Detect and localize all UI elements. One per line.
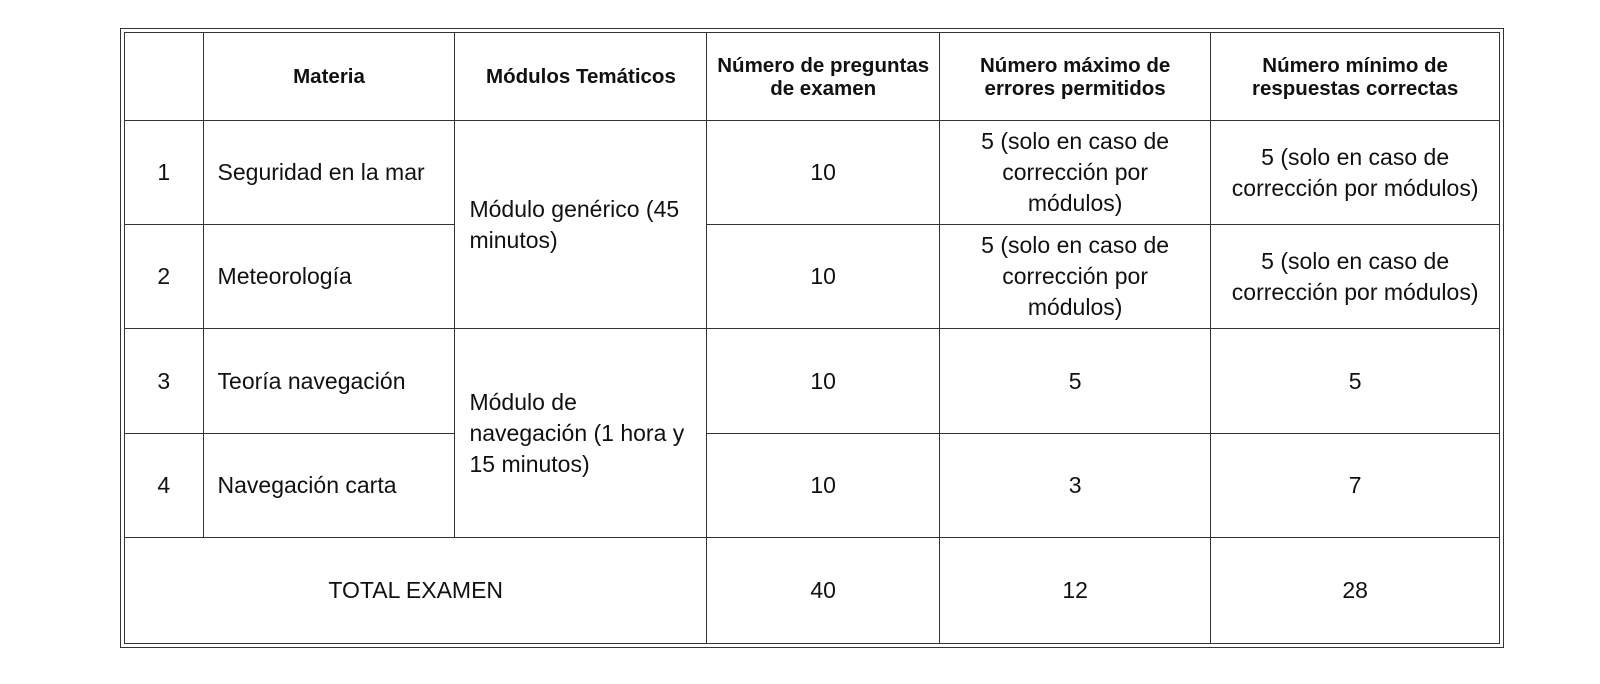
row-questions: 10 — [707, 121, 940, 225]
row-questions: 10 — [707, 433, 940, 537]
row-index: 1 — [125, 121, 204, 225]
row-questions: 10 — [707, 329, 940, 433]
header-min-correct: Número mínimo de respuestas correctas — [1211, 33, 1500, 121]
row-min-correct: 5 (solo en caso de corrección por módulos) — [1211, 225, 1500, 329]
table-header-row — [125, 33, 1500, 121]
row-min-correct: 5 (solo en caso de corrección por módulos) — [1211, 121, 1500, 225]
row-max-errors: 5 (solo en caso de corrección por módulos) — [939, 225, 1210, 329]
table-row — [125, 329, 1500, 433]
exam-table-frame — [120, 28, 1504, 648]
header-index — [125, 33, 204, 121]
total-label: TOTAL EXAMEN — [125, 537, 707, 643]
module-cell: Módulo genérico (45 minutos) — [455, 121, 707, 329]
exam-table — [124, 32, 1500, 644]
row-subject: Meteorología — [203, 225, 455, 329]
total-questions: 40 — [707, 537, 940, 643]
total-max-errors: 12 — [939, 537, 1210, 643]
row-subject: Seguridad en la mar — [203, 121, 455, 225]
row-subject: Navegación carta — [203, 433, 455, 537]
total-row — [125, 537, 1500, 643]
row-index: 4 — [125, 433, 204, 537]
header-subject: Materia — [203, 33, 455, 121]
row-max-errors: 5 (solo en caso de corrección por módulos) — [939, 121, 1210, 225]
row-subject: Teoría navegación — [203, 329, 455, 433]
header-questions: Número de preguntas de examen — [707, 33, 940, 121]
row-min-correct: 5 — [1211, 329, 1500, 433]
table-row — [125, 433, 1500, 537]
table-row — [125, 225, 1500, 329]
total-min-correct: 28 — [1211, 537, 1500, 643]
row-index: 3 — [125, 329, 204, 433]
row-max-errors: 3 — [939, 433, 1210, 537]
module-cell: Módulo de navegación (1 hora y 15 minutos) — [455, 329, 707, 537]
row-index: 2 — [125, 225, 204, 329]
header-max-errors: Número máximo de errores permitidos — [939, 33, 1210, 121]
header-modules: Módulos Temáticos — [455, 33, 707, 121]
table-row — [125, 121, 1500, 225]
row-min-correct: 7 — [1211, 433, 1500, 537]
row-questions: 10 — [707, 225, 940, 329]
row-max-errors: 5 — [939, 329, 1210, 433]
